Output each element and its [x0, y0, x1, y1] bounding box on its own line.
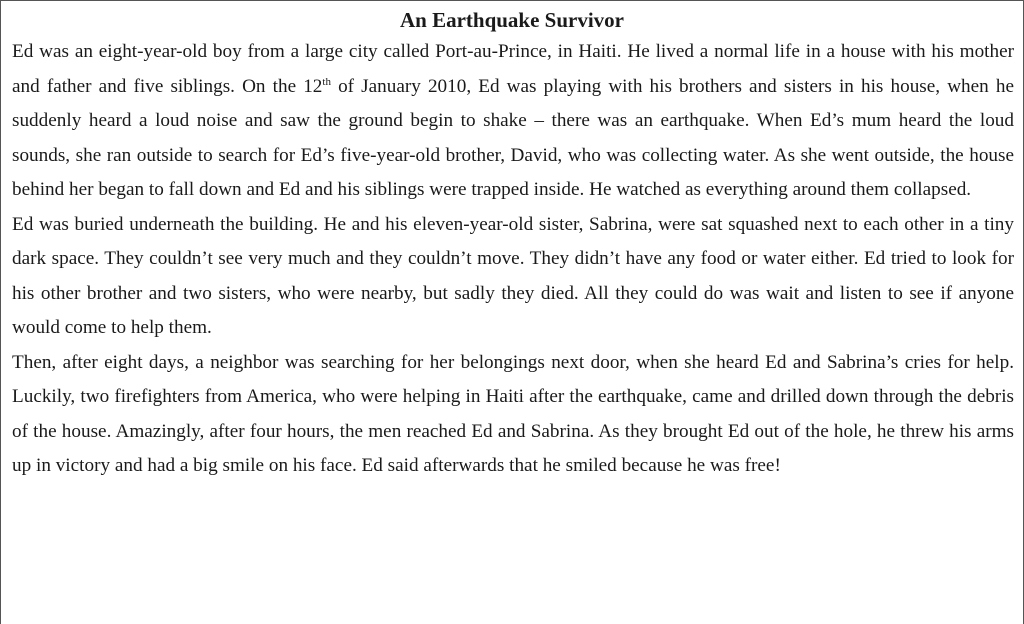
paragraph-3: Then, after eight days, a neighbor was searching for her belongings next door, when she heard Ed and Sabrina’s cries for help. Luckily, two firefighters from America, who were helping in Haiti after the earthquake, came and drilled down through the debris of the house. Amazingly, after four hours, the men reached Ed and Sabrina. As they brought Ed out of the hole, he threw his arms up in victory and had a big smile on his face. Ed said afterwards that he smiled because he was free! — [12, 351, 1014, 476]
paragraph-1 — [1, 35, 1023, 208]
paragraph-1-text-end: of January 2010, Ed was playing with his brothers and sisters in his house, when he suddenly heard a loud noise and saw the ground begin to shake – there was an earthquake. When Ed’s mum heard the loud sounds, she ran outside to search for Ed’s five-year-old brother, David, who was collecting water. As she went outside, the house behind her began to fall down and Ed and his siblings were trapped inside. He watched as everything around them collapsed. — [12, 75, 1014, 200]
paragraph-1-text-start: Ed was an eight-year-old boy from a large city called Port-au-Prince, in Haiti. He lived a normal life in a house with his mother and father and five siblings. On the 12 — [12, 41, 1014, 97]
date-ordinal-suffix: th — [322, 75, 331, 88]
document-title: An Earthquake Survivor — [399, 8, 625, 32]
paragraph-2: Ed was buried underneath the building. He and his eleven-year-old sister, Sabrina, were sat squashed next to each other in a tiny dark space. They couldn’t see very much and they couldn’t move. They didn’t have any food or water either. Ed tried to look for his other brother and two sisters, who were nearby, but sadly they died. All they could do was wait and listen to see if anyone would come to help them. — [12, 213, 1014, 338]
